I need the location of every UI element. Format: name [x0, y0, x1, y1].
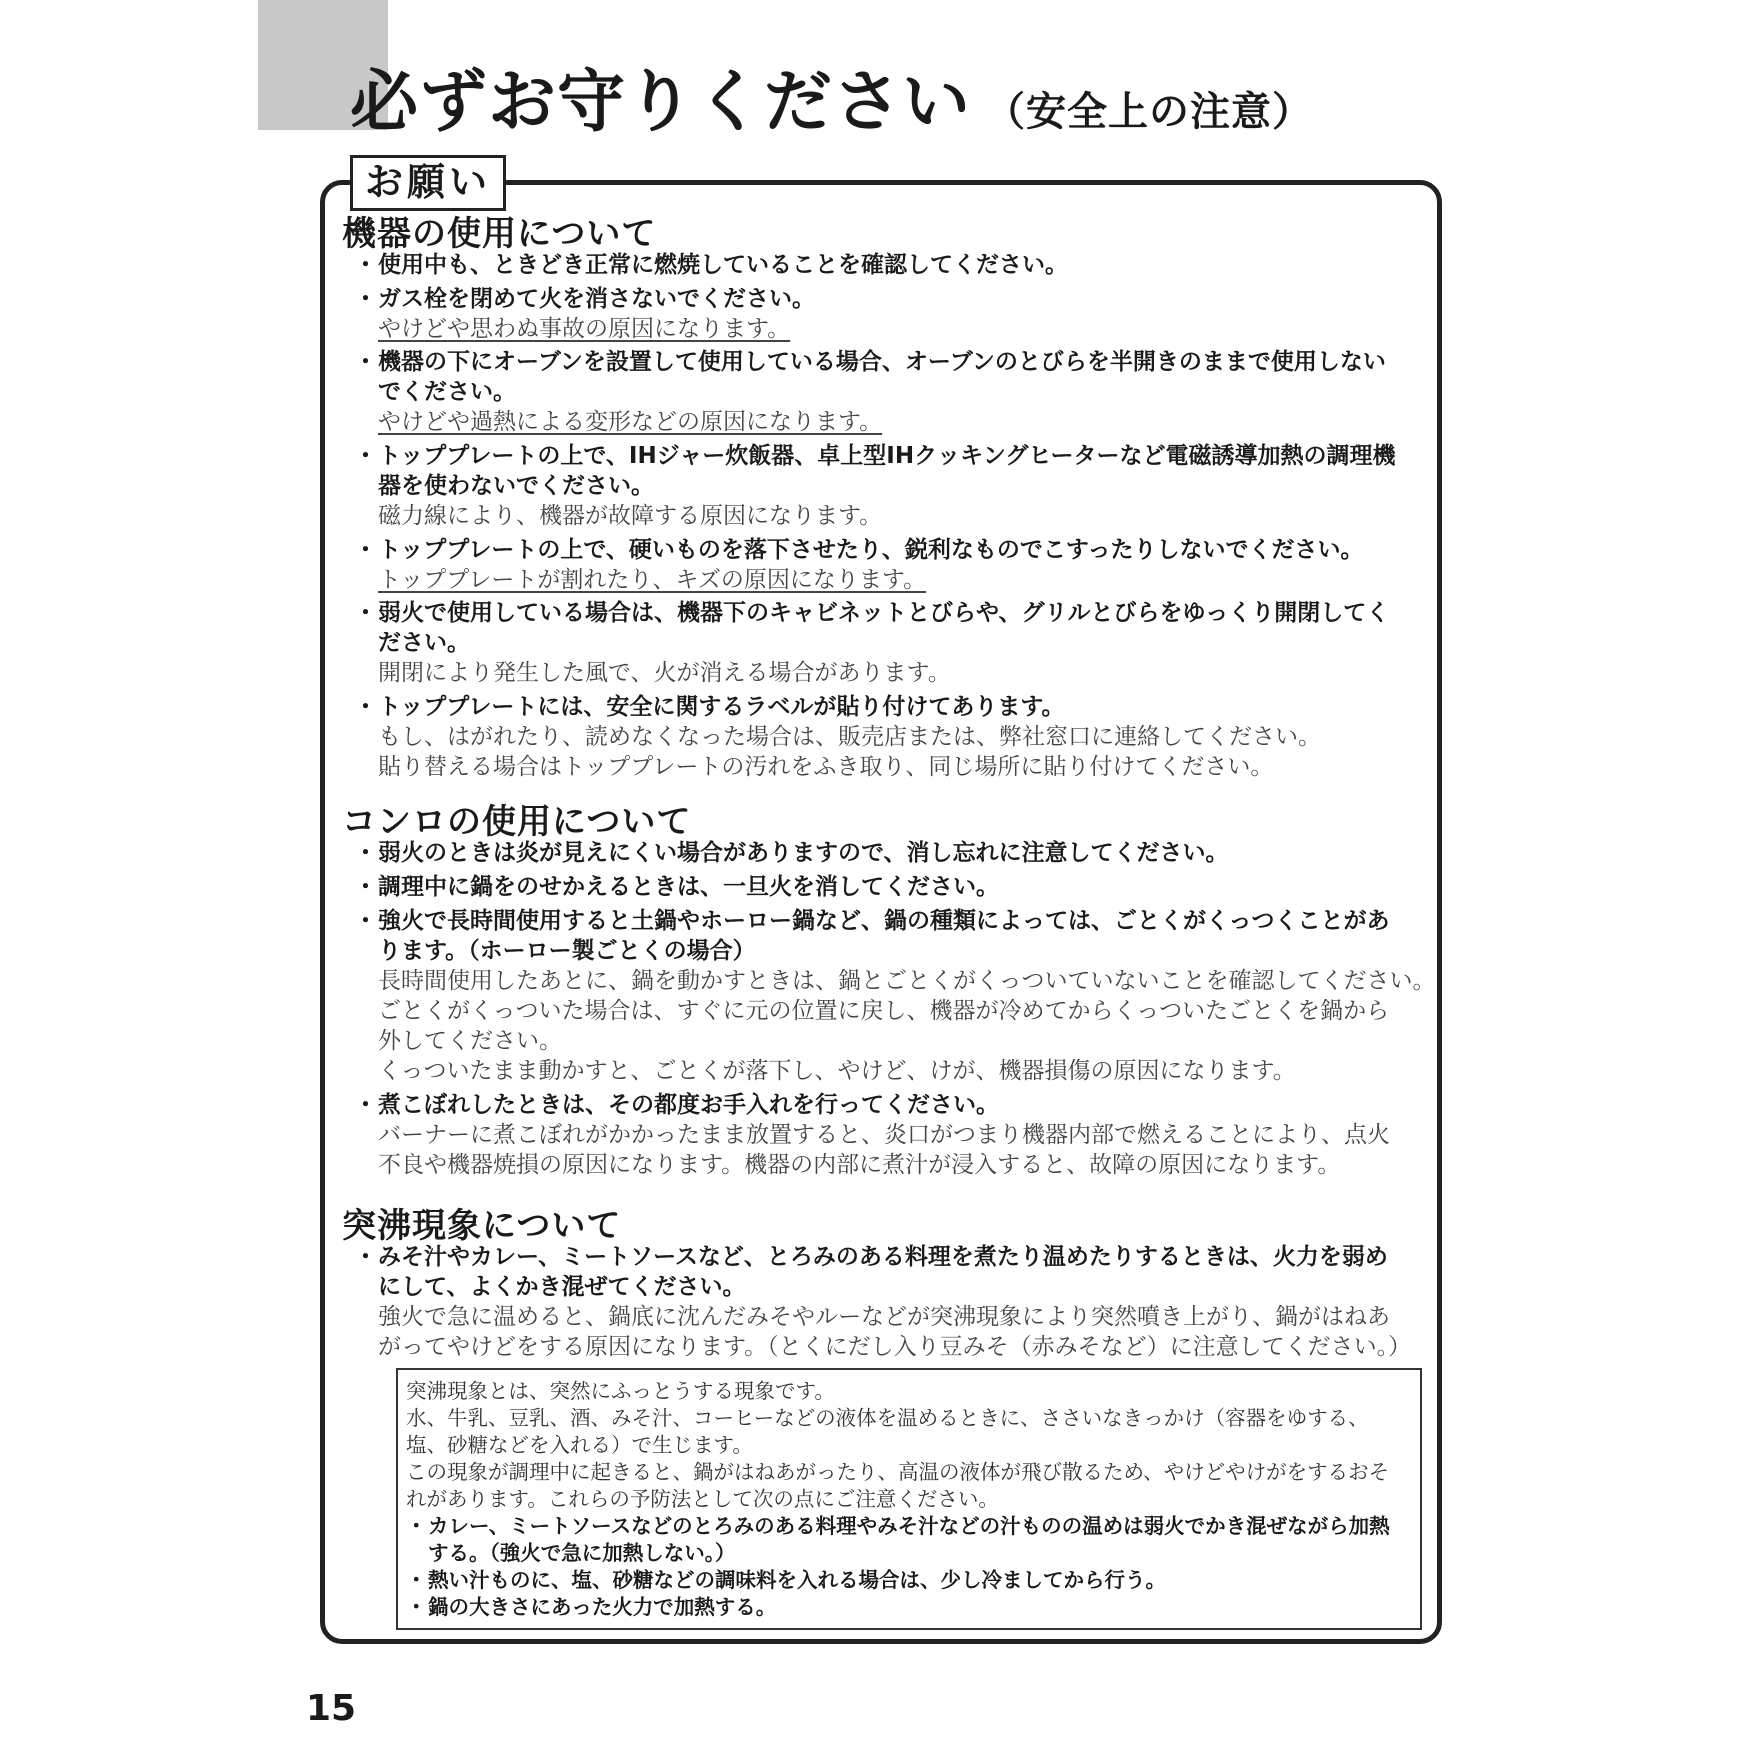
section-heading-bumping: 突沸現象について [342, 1206, 622, 1246]
note-bullet [406, 1594, 1412, 1621]
page-title-subtitle: （安全上の注意） [985, 89, 1314, 135]
item-text: ・ 弱火のときは炎が見えにくい場合がありますので、消し忘れに注意してください。 [378, 838, 1428, 868]
item-text: ・ トッププレートの上で、硬いものを落下させたり、鋭利なものでこすったりしないでください。 [378, 535, 1428, 565]
note-line: れがあります。これらの予防法として次の点にご注意ください。 [406, 1487, 999, 1511]
item-note: トッププレートが割れたり、キズの原因になります。 [378, 567, 927, 593]
list-item [378, 250, 1428, 280]
note-line: 突沸現象とは、突然にふっとうする現象です。 [406, 1379, 835, 1403]
note-bullet-text: 熱い汁ものに、塩、砂糖などの調味料を入れる場合は、少し冷ましてから行う。 [428, 1568, 1166, 1592]
item-text-cont: でください。 [378, 379, 516, 405]
item-text: ・ 調理中に鍋をのせかえるときは、一旦火を消してください。 [378, 872, 1428, 902]
note-line: この現象が調理中に起きると、鍋がはねあがったり、高温の液体が飛び散るため、やけどやけがをするおそ [406, 1460, 1390, 1484]
item-note: もし、はがれたり、読めなくなった場合は、販売店または、弊社窓口に連絡してください。 [378, 724, 1321, 750]
item-text: ・ 強火で長時間使用すると土鍋やホーロー鍋など、鍋の種類によっては、ごとくがくっつくことがあ [378, 906, 1428, 936]
item-text-cont: 器を使わないでください。 [378, 473, 654, 499]
item-text: ・ ガス栓を閉めて火を消さないでください。 [378, 284, 1428, 314]
list-item [378, 838, 1428, 868]
item-text-cont: ださい。 [378, 630, 470, 656]
list-item [378, 598, 1428, 688]
list-item [378, 441, 1428, 531]
item-note: ごとくがくっついた場合は、すぐに元の位置に戻し、機器が冷めてからくっついたごとくを鍋から [378, 998, 1390, 1024]
item-note: 磁力線により、機器が故障する原因になります。 [378, 503, 883, 529]
page-title [350, 48, 1313, 145]
item-text: ・ 煮こぼれしたときは、その都度お手入れを行ってください。 [378, 1090, 1428, 1120]
request-label: お願い [350, 155, 506, 211]
section-heading-stove-use: コンロの使用について [342, 802, 692, 842]
item-note: やけどや過熱による変形などの原因になります。 [378, 409, 883, 435]
item-text: ・ トッププレートには、安全に関するラベルが貼り付けてあります。 [378, 692, 1428, 722]
list-item [378, 872, 1428, 902]
item-note: 強火で急に温めると、鍋底に沈んだみそやルーなどが突沸現象により突然噴き上がり、鍋がはねあ [378, 1304, 1390, 1330]
item-text: ・ トッププレートの上で、IHジャー炊飯器、卓上型IHクッキングヒーターなど電磁誘導加熱の調理機 [378, 441, 1428, 471]
list-item [378, 1242, 1428, 1362]
note-bullet-text: 鍋の大きさにあった火力で加熱する。 [428, 1595, 777, 1619]
note-bullet-text: カレー、ミートソースなどのとろみのある料理やみそ汁などの汁ものの温めは弱火でかき混ぜながら加熱 [428, 1514, 1390, 1538]
item-text: ・ 使用中も、ときどき正常に燃焼していることを確認してください。 [378, 250, 1428, 280]
page-number: 15 [306, 1688, 357, 1729]
item-note: 開閉により発生した風で、火が消える場合があります。 [378, 660, 951, 686]
item-note: くっついたまま動かすと、ごとくが落下し、やけど、けが、機器損傷の原因になります。 [378, 1058, 1296, 1084]
section-heading-device-use: 機器の使用について [342, 214, 657, 254]
note-line: 塩、砂糖などを入れる）で生じます。 [406, 1433, 753, 1457]
item-text-cont: ります。（ホーロー製ごとくの場合） [378, 938, 756, 964]
bumping-note-box [396, 1368, 1422, 1630]
item-text: ・ 機器の下にオーブンを設置して使用している場合、オーブンのとびらを半開きのままで使用しない [378, 347, 1428, 377]
note-bullet [406, 1513, 1412, 1567]
item-note: がってやけどをする原因になります。（とくにだし入り豆みそ（赤みそなど）に注意してください。） [378, 1334, 1412, 1360]
item-note: 貼り替える場合はトッププレートの汚れをふき取り、同じ場所に貼り付けてください。 [378, 754, 1274, 780]
list-item [378, 1090, 1428, 1180]
item-note: バーナーに煮こぼれがかかったまま放置すると、炎口がつまり機器内部で燃えることにより、点火 [378, 1122, 1390, 1148]
list-item [378, 284, 1428, 344]
item-note: やけどや思わぬ事故の原因になります。 [378, 316, 791, 342]
item-note: 外してください。 [378, 1028, 562, 1054]
item-note: 不良や機器焼損の原因になります。機器の内部に煮汁が浸入すると、故障の原因になります。 [378, 1152, 1341, 1178]
note-line: 水、牛乳、豆乳、酒、みそ汁、コーヒーなどの液体を温めるときに、ささいなきっかけ（容器をゆする、 [406, 1406, 1369, 1430]
list-item [378, 535, 1428, 595]
list-item [378, 347, 1428, 437]
note-bullet [406, 1567, 1412, 1594]
list-item [378, 692, 1428, 782]
item-text: ・ 弱火で使用している場合は、機器下のキャビネットとびらや、グリルとびらをゆっくり開閉してく [378, 598, 1428, 628]
item-text-cont: にして、よくかき混ぜてください。 [378, 1274, 746, 1300]
page-title-main: 必ずお守りください [350, 63, 972, 142]
item-text: ・ みそ汁やカレー、ミートソースなど、とろみのある料理を煮たり温めたりするときは、火力を弱め [378, 1242, 1428, 1272]
item-note: 長時間使用したあとに、鍋を動かすときは、鍋とごとくがくっついていないことを確認してください。 [378, 968, 1436, 994]
note-bullet-text-cont: する。（強火で急に加熱しない。） [428, 1541, 736, 1565]
list-item [378, 906, 1436, 1086]
